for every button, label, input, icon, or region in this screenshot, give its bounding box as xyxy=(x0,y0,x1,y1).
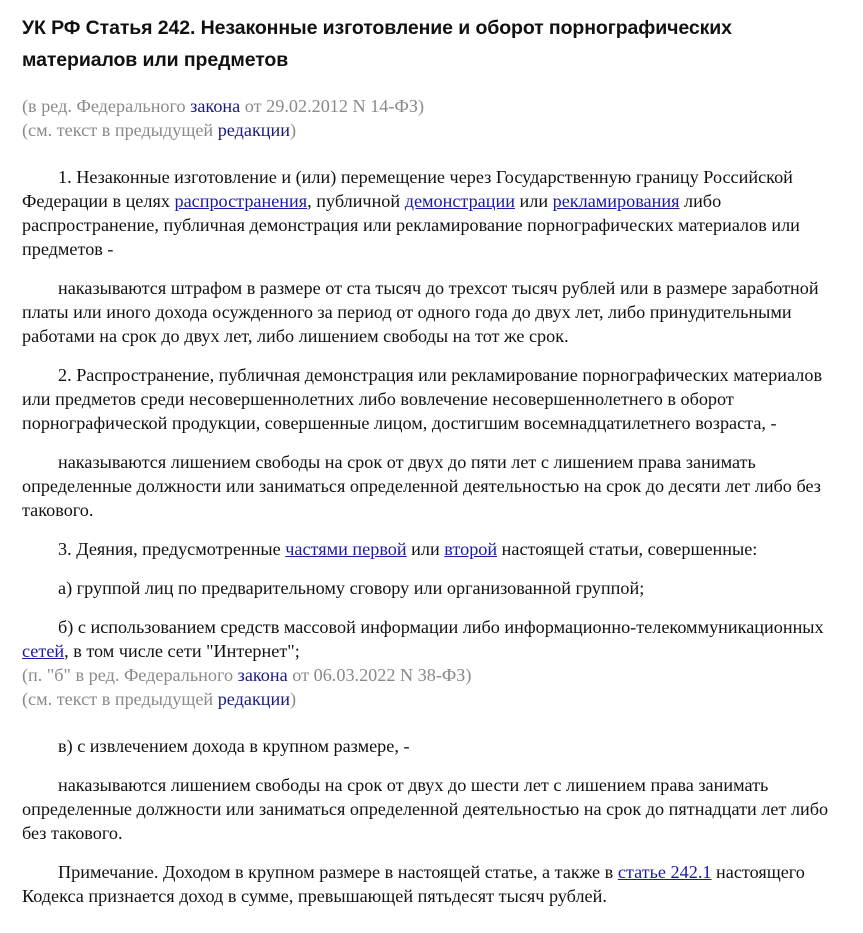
part-2-penalty: наказываются лишением свободы на срок от двух до пяти лет с лишением права занимать определенные должности или заниматься определенной деятельностью на срок до десяти лет либо без такового. xyxy=(22,452,821,520)
text: б) с использованием средств массовой информации либо информационно-телекоммуникационных xyxy=(58,617,824,637)
revision-notes-header xyxy=(22,94,841,142)
text: настоящего Кодекса признается доход в сумме, превышающей пятьдесят тысяч рублей. xyxy=(22,862,805,906)
text: либо распространение, публичная демонстрация или рекламирование порнографических материалов или предметов - xyxy=(22,191,800,259)
part-one-link[interactable]: частями первой xyxy=(285,539,407,559)
text: или xyxy=(406,539,445,559)
law-link[interactable]: закона xyxy=(237,665,288,685)
text: , в том числе сети "Интернет"; xyxy=(64,641,300,661)
part-2: 2. Распространение, публичная демонстрация или рекламирование порнографических материалов или предметов среди несовершеннолетних либо вовлечение несовершеннолетнего в оборот порнографической продукции, совершенные лицом, достигшим восемнадцатилетнего возраста, - xyxy=(22,365,823,433)
revision-notes-item-b xyxy=(22,663,841,711)
note-text: (см. текст в предыдущей xyxy=(22,120,218,140)
previous-edition-note xyxy=(22,118,841,142)
part-two-link[interactable]: второй xyxy=(444,539,498,559)
item-v: в) с извлечением дохода в крупном размере, - xyxy=(58,736,410,756)
note-text: ) xyxy=(289,689,297,709)
item-b xyxy=(22,615,841,663)
advertising-link[interactable]: рекламирования xyxy=(552,191,680,211)
text: или xyxy=(514,191,553,211)
revision-note xyxy=(22,94,841,118)
note-text: (в ред. Федерального xyxy=(22,96,191,116)
item-a: а) группой лиц по предварительному сговору или организованной группой; xyxy=(58,578,645,598)
previous-edition-note xyxy=(22,687,841,711)
text: 1. Незаконные изготовление и (или) перемещение через Государственную границу Российской Федерации в целях xyxy=(22,167,793,211)
note-text: (см. текст в предыдущей xyxy=(22,689,218,709)
edition-link[interactable]: редакции xyxy=(217,120,290,140)
article-body xyxy=(22,165,841,908)
networks-link[interactable]: сетей xyxy=(22,641,65,661)
text: 3. Деяния, предусмотренные xyxy=(58,539,286,559)
part-1 xyxy=(22,165,841,261)
note-text: от 29.02.2012 N 14-ФЗ) xyxy=(240,96,424,116)
text: настоящей статьи, совершенные: xyxy=(497,539,758,559)
law-link[interactable]: закона xyxy=(190,96,241,116)
article-title: УК РФ Статья 242. Незаконные изготовление и оборот порнографических материалов или предметов xyxy=(22,17,732,71)
remark xyxy=(22,860,841,908)
edition-link[interactable]: редакции xyxy=(217,689,290,709)
note-text: (п. "б" в ред. Федерального xyxy=(22,665,238,685)
revision-note xyxy=(22,663,841,687)
distribution-link[interactable]: распространения xyxy=(174,191,308,211)
article-242-1-link[interactable]: статье 242.1 xyxy=(617,862,712,882)
part-3-penalty: наказываются лишением свободы на срок от двух до шести лет с лишением права занимать определенные должности или заниматься определенной деятельностью на срок до пятнадцати лет либо без такового. xyxy=(22,775,829,843)
part-1-penalty: наказываются штрафом в размере от ста тысяч до трехсот тысяч рублей или в размере заработной платы или иного дохода осужденного за период от одного года до двух лет, либо принудительными работами на срок до двух лет, либо лишением свободы на тот же срок. xyxy=(22,278,819,346)
part-3 xyxy=(22,537,841,561)
demonstration-link[interactable]: демонстрации xyxy=(404,191,515,211)
text: , публичной xyxy=(307,191,405,211)
note-text: ) xyxy=(289,120,297,140)
note-text: от 06.03.2022 N 38-ФЗ) xyxy=(287,665,472,685)
text: Примечание. Доходом в крупном размере в настоящей статье, а также в xyxy=(58,862,618,882)
